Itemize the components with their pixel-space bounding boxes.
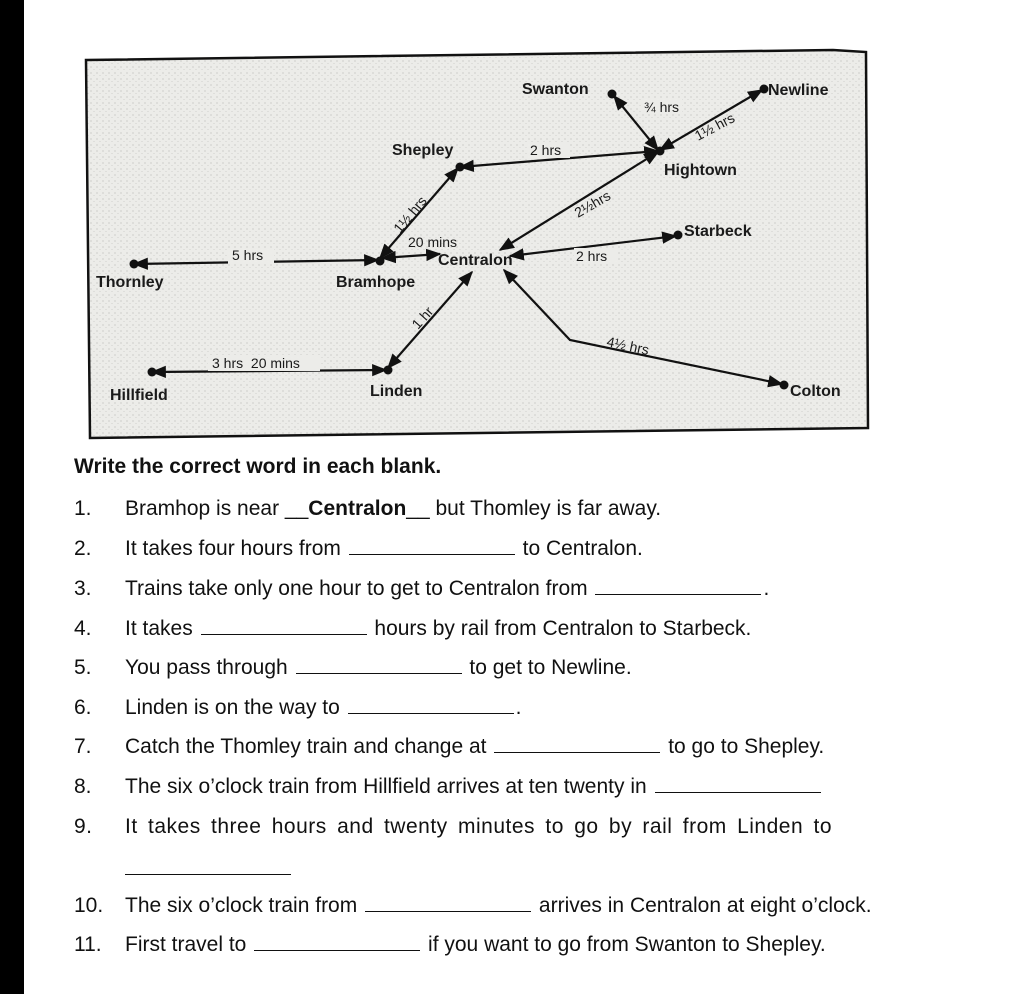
city-label-bramhope: Bramhope: [336, 274, 416, 291]
duration-hillfield-linden: 3 hrs 20 mins: [212, 355, 300, 371]
question-1: 1. Bramhop is near __Centralon__ but Thomley is far away.: [74, 497, 662, 520]
question-2: 2. It takes four hours from to Centralon.: [74, 537, 643, 560]
duration-bramhope-shepley: 1½ hrs: [390, 192, 430, 236]
instructions: Write the correct word in each blank.: [74, 455, 442, 478]
answer-blank-7[interactable]: [494, 734, 660, 753]
station-dot-bramhope: [376, 257, 385, 266]
duration-hightown-shepley: 2 hrs: [530, 142, 562, 158]
answer-blank-10[interactable]: [365, 893, 531, 912]
question-9-blank-line: [125, 856, 291, 882]
answer-blank-4[interactable]: [201, 616, 367, 635]
duration-thornley-bramhope: 5 hrs: [232, 247, 264, 263]
station-dot-shepley: [456, 163, 465, 172]
station-dot-linden: [384, 366, 393, 375]
city-label-newline: Newline: [768, 82, 829, 99]
city-label-starbeck: Starbeck: [684, 223, 752, 240]
city-label-shepley: Shepley: [392, 142, 454, 159]
answer-blank-8[interactable]: [655, 774, 821, 793]
station-dot-swanton: [608, 90, 617, 99]
duration-centralon-starbeck: 2 hrs: [576, 248, 608, 264]
question-11: 11. First travel to if you want to go from Swanton to Shepley.: [74, 933, 826, 956]
duration-centralon-hightown: 2½hrs: [571, 187, 614, 221]
question-4: 4. It takes hours by rail from Centralon to Starbeck.: [74, 617, 752, 640]
question-6: 6. Linden is on the way to .: [74, 696, 522, 719]
duration-linden-centralon: 1 hr: [408, 303, 437, 333]
answer-blank-2[interactable]: [349, 536, 515, 555]
question-5: 5. You pass through to get to Newline.: [74, 656, 632, 679]
rail-map: [0, 0, 1024, 450]
answer-blank-3[interactable]: [595, 576, 761, 595]
city-label-thornley: Thornley: [96, 274, 164, 291]
answer-1: Centralon: [308, 497, 407, 520]
duration-hightown-newline: 1½ hrs: [691, 109, 738, 144]
map-frame: [86, 50, 868, 438]
answer-blank-6[interactable]: [348, 695, 514, 714]
station-dot-hillfield: [148, 368, 157, 377]
question-10: 10. The six o’clock train from arrives in Centralon at eight o’clock.: [74, 894, 872, 917]
question-3: 3. Trains take only one hour to get to Centralon from .: [74, 577, 770, 600]
duration-centralon-colton: 4½ hrs: [605, 333, 651, 358]
answer-blank-5[interactable]: [296, 655, 462, 674]
city-label-colton: Colton: [790, 383, 841, 400]
city-label-hillfield: Hillfield: [110, 387, 168, 404]
station-dot-colton: [780, 381, 789, 390]
question-9: 9. It takes three hours and twenty minutes to go by rail from Linden to: [74, 815, 832, 838]
city-label-linden: Linden: [370, 383, 423, 400]
duration-bramhope-centralon: 20 mins: [408, 234, 458, 250]
answer-blank-9[interactable]: [125, 856, 291, 875]
city-label-centralon: Centralon: [438, 252, 513, 269]
station-dot-starbeck: [674, 231, 683, 240]
question-7: 7. Catch the Thomley train and change at to go to Shepley.: [74, 735, 825, 758]
answer-blank-11[interactable]: [254, 932, 420, 951]
city-label-hightown: Hightown: [664, 162, 737, 179]
duration-swanton-hightown: ¾ hrs: [644, 99, 680, 115]
city-label-swanton: Swanton: [522, 81, 589, 98]
station-dot-thornley: [130, 260, 139, 269]
station-dot-hightown: [656, 147, 665, 156]
question-8: 8. The six o’clock train from Hillfield arrives at ten twenty in: [74, 774, 823, 800]
